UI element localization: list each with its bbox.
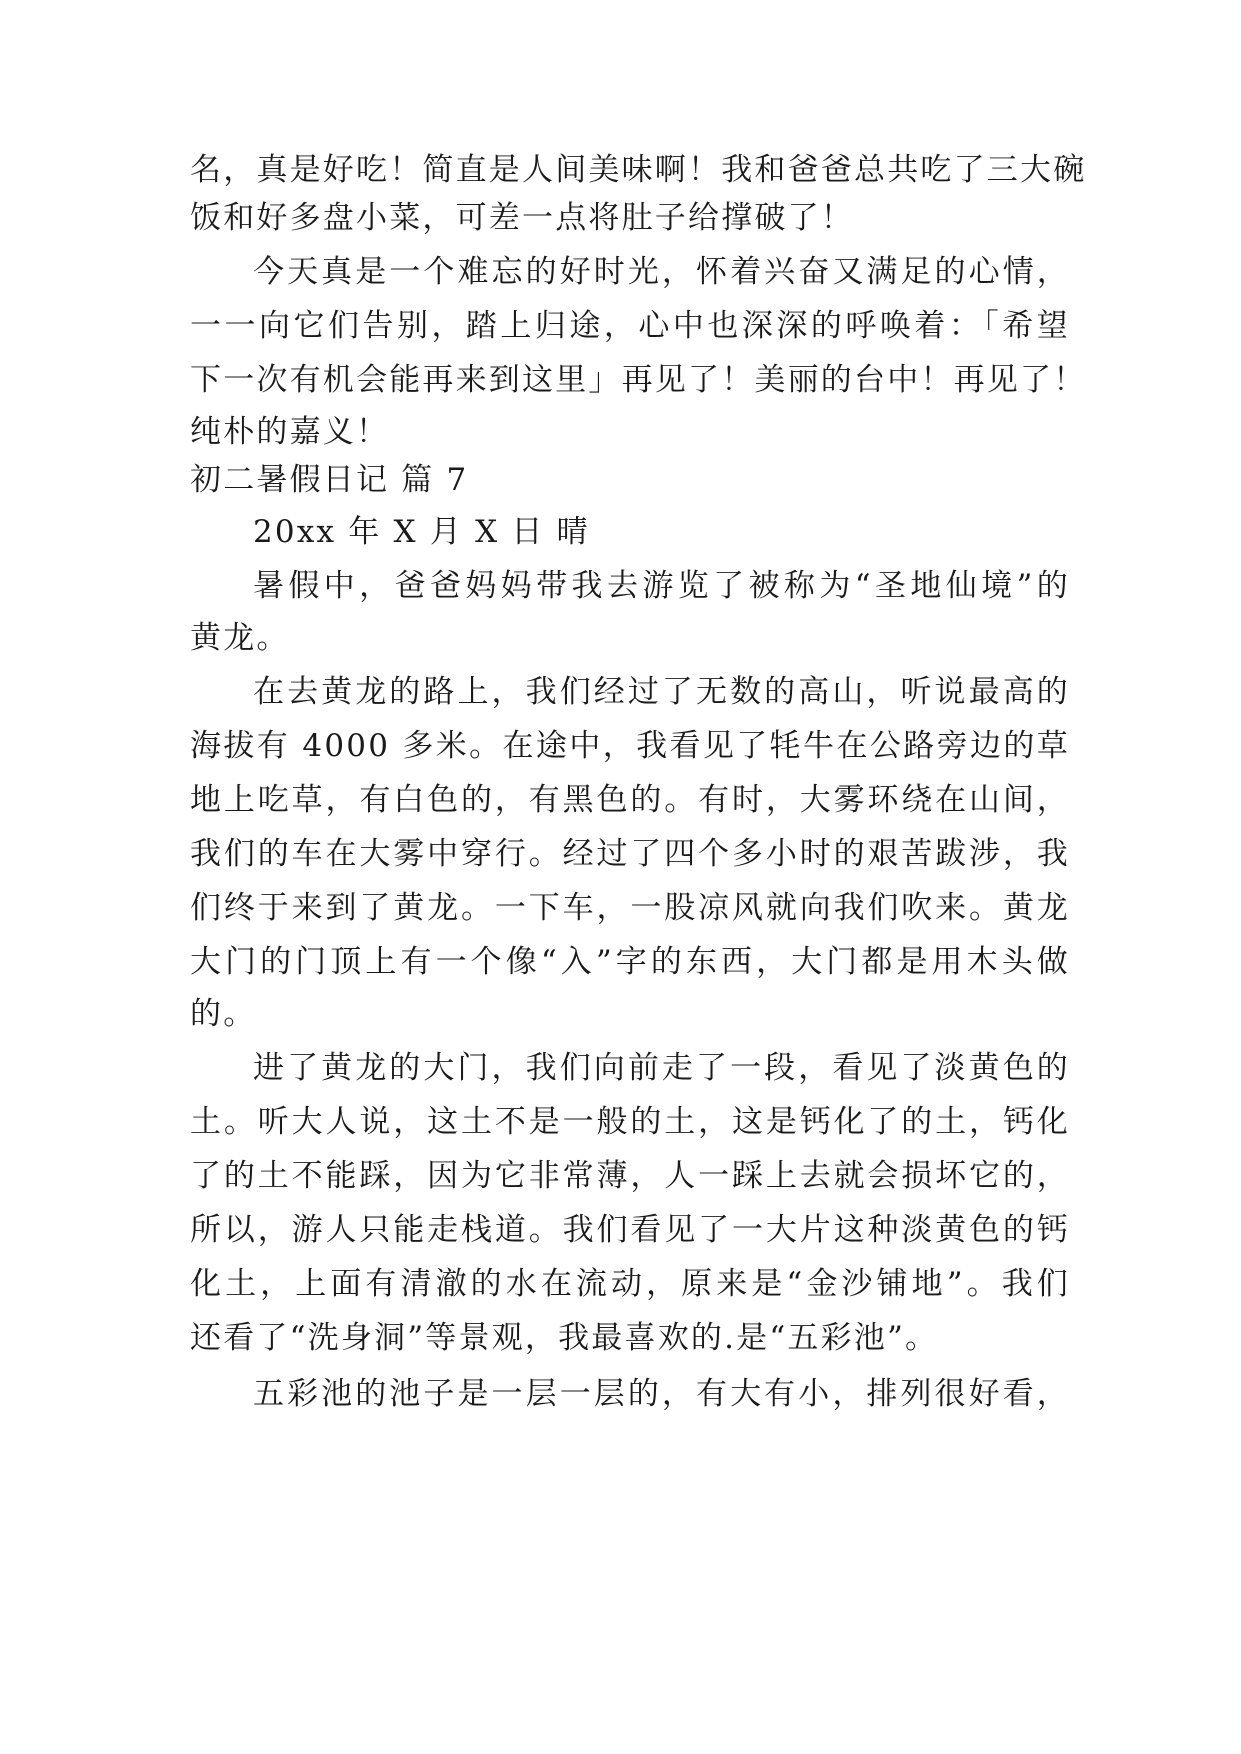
text-line: 我们的车在大雾中穿行。经过了四个多小时的艰苦跋涉，我 (190, 836, 1070, 872)
text-line: 所以，游人只能走栈道。我们看见了一大片这种淡黄色的钙 (190, 1212, 1070, 1248)
text-line: 在去黄龙的路上，我们经过了无数的高山，听说最高的 (253, 674, 1070, 710)
diary-date-line: 20xx 年 X 月 X 日 晴 (253, 514, 590, 550)
text-line: 暑假中，爸爸妈妈带我去游览了被称为“圣地仙境”的 (253, 568, 1070, 604)
text-line: 们终于来到了黄龙。一下车，一股凉风就向我们吹来。黄龙 (190, 890, 1070, 926)
text-line: 纯朴的嘉义！ (190, 414, 390, 450)
text-line: 土。听大人说，这土不是一般的土，这是钙化了的土，钙化 (190, 1104, 1070, 1140)
text-line: 五彩池的池子是一层一层的，有大有小，排列很好看， (253, 1376, 1070, 1412)
text-line: 一一向它们告别，踏上归途，心中也深深的呼唤着：「希望 (190, 308, 1070, 344)
text-line: 进了黄龙的大门，我们向前走了一段，看见了淡黄色的 (253, 1050, 1070, 1086)
text-line: 地上吃草，有白色的，有黑色的。有时，大雾环绕在山间， (190, 782, 1070, 818)
text-line: 今天真是一个难忘的好时光，怀着兴奋又满足的心情， (253, 254, 1070, 290)
text-line: 大门的门顶上有一个像“入”字的东西，大门都是用木头做 (190, 944, 1070, 980)
text-line: 还看了“洗身洞”等景观，我最喜欢的.是“五彩池”。 (190, 1320, 939, 1356)
text-line: 的。 (190, 996, 257, 1032)
text-line: 海拔有 4000 多米。在途中，我看见了牦牛在公路旁边的草 (190, 728, 1070, 764)
text-line: 名，真是好吃！简直是人间美味啊！我和爸爸总共吃了三大碗 (190, 152, 1087, 188)
text-line: 化土，上面有清澈的水在流动，原来是“金沙铺地”。我们 (190, 1266, 1070, 1302)
text-line: 下一次有机会能再来到这里」再见了！美丽的台中！再见了！ (190, 362, 1087, 398)
text-line: 黄龙。 (190, 620, 290, 656)
section-heading: 初二暑假日记 篇 7 (190, 462, 469, 498)
text-line: 了的土不能踩，因为它非常薄，人一踩上去就会损坏它的， (190, 1158, 1070, 1194)
text-line: 饭和好多盘小菜，可差一点将肚子给撑破了！ (190, 200, 854, 236)
